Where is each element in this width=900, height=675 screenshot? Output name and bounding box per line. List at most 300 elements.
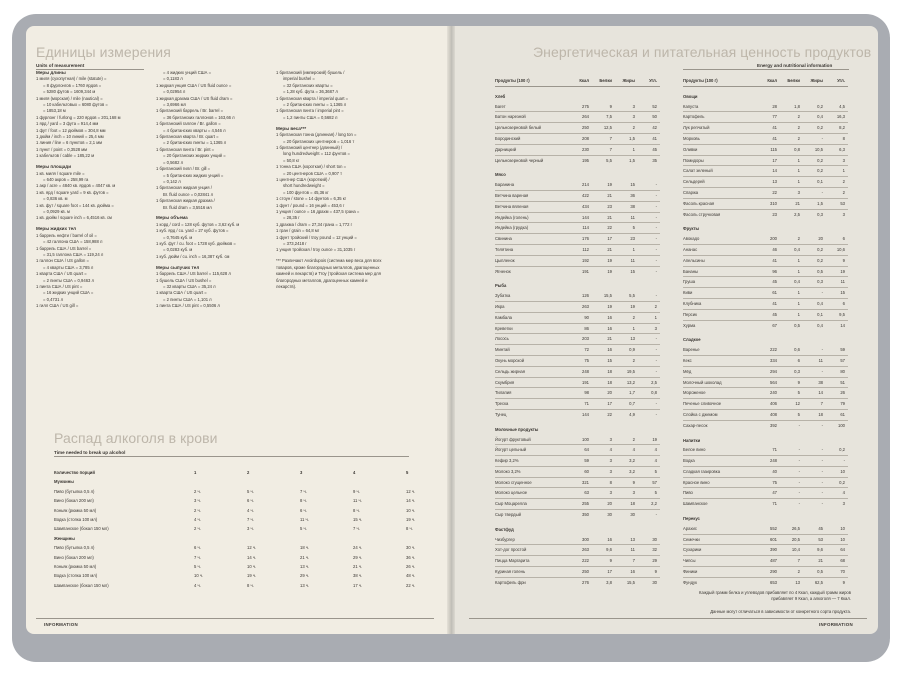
food-name: Молоко сгущенное xyxy=(495,477,569,488)
nutrient-value: 59 xyxy=(569,456,592,467)
food-name: Лосось xyxy=(495,334,569,345)
nutrient-value: 41 xyxy=(757,133,780,144)
nutrient-value: 250 xyxy=(569,123,592,134)
units-line: = 16 жидких унций США = xyxy=(43,290,94,296)
alcohol-subtitle: Time needed to break up alcohol xyxy=(54,450,126,455)
food-row xyxy=(495,212,660,223)
hours-cell: 12 ч. xyxy=(406,488,416,494)
nutrient-value: - xyxy=(638,366,660,377)
nutrient-value: - xyxy=(780,420,803,430)
food-row xyxy=(683,144,848,155)
nutrient-value: - xyxy=(803,187,826,198)
units-line: 1 британская тонна (длинная) / long ton = xyxy=(276,132,357,138)
food-row xyxy=(683,524,848,534)
nutrient-value: 2 xyxy=(780,567,803,578)
food-row xyxy=(495,123,660,134)
food-row xyxy=(495,190,660,201)
nutrient-value: 22 xyxy=(757,187,780,198)
nutrient-value: 1,5 xyxy=(615,155,638,165)
hours-cell: 13 ч. xyxy=(300,582,310,588)
nutrient-value: 3,2 xyxy=(615,466,638,477)
food-name: Красное вино xyxy=(683,477,757,488)
units-line: 1 британский центнер (длинный) / xyxy=(276,144,343,150)
nutrient-value: 1 xyxy=(638,312,660,323)
food-name: Сухарики xyxy=(683,545,757,556)
units-line: 1 британская жидкая драхма / xyxy=(156,198,215,204)
nutrient-value: 46 xyxy=(757,244,780,255)
food-row xyxy=(495,334,660,345)
food-name: Куриная голень xyxy=(495,567,569,578)
food-name: Тилапия xyxy=(495,388,569,399)
nutrient-value: 0,3 xyxy=(803,277,826,288)
units-block xyxy=(156,70,268,211)
units-line: 1 британская кварта / Br. quart = xyxy=(156,134,219,140)
units-line: 1 драхма / dram = 27,34 грана = 1,772 г xyxy=(276,221,353,227)
nutrient-value: 1 xyxy=(615,323,638,334)
hours-cell: 24 ч. xyxy=(353,545,363,551)
nutrition-table-left xyxy=(495,76,660,588)
nutrient-value: 321 xyxy=(569,477,592,488)
food-row xyxy=(495,291,660,301)
nutrient-value: - xyxy=(798,447,800,453)
food-category-label: Напитки xyxy=(683,437,701,443)
food-category-label: Хлеб xyxy=(495,93,506,99)
alcohol-row xyxy=(54,571,426,580)
nutrient-value: 61 xyxy=(757,288,780,299)
food-name: Молоко 3,2% xyxy=(495,466,569,477)
units-line: short hundredweight = xyxy=(283,183,325,189)
units-line: = 1,2 пинты США = 0,5682 л xyxy=(283,114,338,120)
nutrient-value: 0,2 xyxy=(817,103,823,109)
nutrient-value: 4 xyxy=(615,445,638,456)
food-row xyxy=(683,466,848,477)
nutrient-value: 1 xyxy=(780,298,803,309)
nutrient-value: 390 xyxy=(757,545,780,556)
nutrient-value: 70 xyxy=(826,567,848,578)
nutrient-value: 10,4 xyxy=(780,545,803,556)
nutrition-header-cell: Угл. xyxy=(638,76,660,86)
nutrient-value: 8 xyxy=(826,133,848,144)
nutrient-value: 38 xyxy=(615,201,638,212)
nutrient-value: 5 xyxy=(615,223,638,234)
food-row xyxy=(495,366,660,377)
units-line: = 50,8 кг xyxy=(283,157,300,163)
nutrient-value: - xyxy=(803,420,826,430)
food-row xyxy=(495,323,660,334)
nutrient-value: 422 xyxy=(569,190,592,201)
hours-cell: 4 ч. xyxy=(194,582,201,588)
food-row xyxy=(495,144,660,155)
food-name: Лук репчатый xyxy=(683,123,757,134)
units-line: = 0,7645 куб. м xyxy=(163,234,193,240)
nutrient-value: - xyxy=(803,456,826,467)
food-row xyxy=(495,345,660,356)
nutrient-value: 9 xyxy=(780,377,803,388)
nutrient-value: 19 xyxy=(592,255,615,266)
food-category-label: Фрукты xyxy=(683,226,700,232)
nutrient-value: 10 xyxy=(826,534,848,545)
drink-name: Коньяк (рюмка 50 мл) xyxy=(54,564,97,570)
nutrient-value: 11 xyxy=(826,277,848,288)
food-name: Фасоль красная xyxy=(683,198,757,209)
nutrient-value: 100 xyxy=(826,420,848,430)
units-line: = 31,5 галлона США = 119,24 л xyxy=(43,251,104,257)
food-name: Салат зеленый xyxy=(683,166,757,177)
food-row xyxy=(683,277,848,288)
food-name: Индейка (голень) xyxy=(495,212,569,223)
nutrient-value: 250 xyxy=(569,567,592,578)
food-row xyxy=(495,510,660,520)
nutrient-value: 45 xyxy=(818,525,823,531)
units-line: 1 корд / cord = 128 куб. футов = 3,62 куб. м xyxy=(156,221,240,227)
food-name: Варенье xyxy=(683,347,700,353)
nutrient-value: 0,5 xyxy=(803,567,826,578)
food-name: Семечки xyxy=(683,534,757,545)
nutrient-value: 1 xyxy=(615,244,638,255)
nutrient-value: 11 xyxy=(803,355,826,366)
nutrient-value: 0,8 xyxy=(780,144,803,155)
nutrient-value: 3 xyxy=(615,488,638,499)
nutrient-value: 53 xyxy=(803,534,826,545)
nutrient-value: 15,5 xyxy=(603,293,612,299)
units-line: = 0,5682 л xyxy=(163,159,184,165)
food-name: Мороженое xyxy=(683,388,757,399)
food-row xyxy=(495,155,660,165)
food-name: Икра xyxy=(495,301,569,312)
units-line: 1 бушель США / US bushel = xyxy=(156,277,212,283)
nutrient-value: - xyxy=(803,288,826,299)
nutrient-value: 0,6 xyxy=(794,347,800,353)
nutrient-value: 52 xyxy=(652,103,657,109)
food-category-row xyxy=(683,92,848,102)
alcohol-row xyxy=(54,506,426,515)
food-row xyxy=(683,345,848,355)
nutrient-value: - xyxy=(803,466,826,477)
nutrient-value: 564 xyxy=(757,377,780,388)
nutrient-value: 263 xyxy=(569,545,592,556)
units-line: 1 кв. дюйм / square inch = 6,4516 кв. см xyxy=(36,215,112,221)
food-name: Камбала xyxy=(495,312,569,323)
units-line: 1 британская пинта / Br. pint = xyxy=(156,146,215,152)
food-name: Спаржа xyxy=(683,187,757,198)
units-block xyxy=(36,70,148,160)
units-block xyxy=(156,265,268,310)
nutrient-value: 7 xyxy=(592,144,615,155)
nutrient-value: 64 xyxy=(826,545,848,556)
units-line: 1 британский галлон / Br. gallon = xyxy=(156,121,221,127)
nutrition-header-cell: Белки xyxy=(592,76,615,86)
nutrient-value: - xyxy=(638,355,660,366)
book-spine xyxy=(447,26,455,634)
nutrient-value: 3 xyxy=(592,466,615,477)
alcohol-header-cell: 1 xyxy=(194,470,197,475)
food-row xyxy=(495,435,660,445)
nutrient-value: 2,5 xyxy=(780,209,803,219)
food-row xyxy=(683,133,848,144)
nutrient-value: 3 xyxy=(632,103,635,109)
drink-name: Водка (стопка 100 мл) xyxy=(54,517,98,523)
nutrient-value: 3 xyxy=(826,209,848,219)
food-row xyxy=(683,187,848,198)
nutrient-value: 51 xyxy=(826,377,848,388)
nutrient-value: 60 xyxy=(569,466,592,477)
units-line: 1 кварта США / US quart = xyxy=(156,290,207,296)
hours-cell: 21 ч. xyxy=(353,564,363,570)
hours-cell: 18 ч. xyxy=(300,545,310,551)
food-name: Пицца Маргарита xyxy=(495,556,569,567)
nutrient-value: 30 xyxy=(592,510,615,520)
nutrient-value: 0,1 xyxy=(803,309,826,320)
hours-cell: 9 ч. xyxy=(353,488,360,494)
hours-cell: 7 ч. xyxy=(194,554,201,560)
nutrient-value: 10,5 xyxy=(803,144,826,155)
nutrient-value: 0,4 xyxy=(803,298,826,309)
units-block-heading: Меры жидких тел xyxy=(36,226,77,232)
nutrient-value: 0,8 xyxy=(638,388,660,399)
nutrition-table-right xyxy=(683,76,848,588)
hours-cell: 6 ч. xyxy=(194,545,201,551)
nutrient-value: 38 xyxy=(803,377,826,388)
food-name: Окунь морской xyxy=(495,355,569,366)
units-line: = 0,4731 л xyxy=(43,296,64,302)
units-line: 1 гилл США / US gill = xyxy=(36,303,79,309)
nutrient-value: 21 xyxy=(780,198,803,209)
units-line: 1 стоун / stone = 14 фунтов = 6,35 кг xyxy=(276,196,347,202)
nutrient-value: 22 xyxy=(592,409,615,419)
nutrient-value: 255 xyxy=(569,499,592,510)
food-name: Минтай xyxy=(495,345,569,356)
food-name: Чипсы xyxy=(683,556,757,567)
nutrient-value: 5 xyxy=(780,409,803,420)
hours-cell: 14 ч. xyxy=(406,498,416,504)
units-line: = 20 британских жидких унций = xyxy=(163,153,226,159)
units-column xyxy=(276,70,388,314)
alcohol-section-label: Мужчины xyxy=(54,479,74,485)
nutrient-value: 17 xyxy=(592,234,615,245)
nutrient-value: 6,3 xyxy=(826,144,848,155)
nutrient-value: 3 xyxy=(826,499,848,509)
nutrient-value: 15 xyxy=(615,266,638,276)
nutrient-value: 276 xyxy=(569,577,592,587)
food-row xyxy=(683,545,848,556)
food-name: Баранина xyxy=(495,182,515,188)
food-row xyxy=(683,377,848,388)
nutrient-value: - xyxy=(638,409,660,419)
food-row xyxy=(683,266,848,277)
units-line: 1 миля (морская) / mile (nautical) = xyxy=(36,95,103,101)
nutrient-value: 1,7 xyxy=(615,388,638,399)
hours-cell: 8 ч. xyxy=(247,582,254,588)
food-row xyxy=(495,567,660,578)
nutrient-value: 45 xyxy=(757,277,780,288)
nutrient-value: 15,5 xyxy=(615,577,638,587)
nutrient-value: 144 xyxy=(569,409,592,419)
nutrient-value: 22 xyxy=(592,223,615,234)
food-name: Водка xyxy=(683,456,757,467)
nutrient-value: 26 xyxy=(826,388,848,399)
food-name: Клубника xyxy=(683,298,757,309)
nutrient-value: 19 xyxy=(826,266,848,277)
nutrition-header-cell: Жиры xyxy=(615,76,638,86)
nutrient-value: 11 xyxy=(615,545,638,556)
units-line: 1 дюйм / inch = 10 линий = 25,4 мм xyxy=(36,134,104,140)
alcohol-table xyxy=(54,468,426,590)
hours-cell: 5 ч. xyxy=(247,488,254,494)
nutrition-subtitle: Energy and nutritional information xyxy=(757,63,833,68)
nutrient-value: 23 xyxy=(615,234,638,245)
hours-cell: 13 ч. xyxy=(300,564,310,570)
hours-cell: 8 ч. xyxy=(300,498,307,504)
left-footer-rule xyxy=(36,618,434,619)
units-line: 1 галлон США / US gallon = xyxy=(36,258,89,264)
nutrient-value: 59 xyxy=(840,347,845,353)
nutrient-value: 350 xyxy=(569,510,592,520)
units-line: 1 куб. ярд / cu. yard = 27 куб. футов = xyxy=(156,228,229,234)
food-row xyxy=(495,102,660,112)
units-block xyxy=(276,70,388,121)
nutrient-value: 10,6 xyxy=(826,244,848,255)
food-name: Пиво xyxy=(683,488,757,499)
nutrient-value: 1,8 xyxy=(794,103,800,109)
nutrient-value: 434 xyxy=(569,201,592,212)
food-name: Креветки xyxy=(495,323,569,334)
food-row xyxy=(683,309,848,320)
nutrient-value: 42 xyxy=(638,123,660,134)
hours-cell: 38 ч. xyxy=(353,573,363,579)
nutrient-value: 248 xyxy=(757,456,780,467)
nutrient-value: - xyxy=(638,244,660,255)
nutrient-value: 20 xyxy=(592,388,615,399)
food-category-label: Перекус xyxy=(683,516,700,522)
hours-cell: 6 ч. xyxy=(300,507,307,513)
food-name: Слойка с джемом xyxy=(683,409,757,420)
units-line: 1 кв. миля / square mile = xyxy=(36,170,85,176)
nutrient-value: 71 xyxy=(772,447,777,453)
food-name: Цельнозерновой белый xyxy=(495,123,569,134)
nutrient-value: 4,5 xyxy=(839,103,845,109)
nutrient-value: 0,4 xyxy=(803,320,826,330)
nutrient-value: 19 xyxy=(592,301,615,312)
food-category-row xyxy=(683,224,848,234)
units-line: 1 жидкая драхма США / US fluid dram = xyxy=(156,95,233,101)
nutrient-value: 57 xyxy=(638,477,660,488)
variance-note: Данные могут отличаться в зависимости от конкретного сорта продукта. xyxy=(710,609,851,614)
nutrient-value: 11 xyxy=(615,255,638,266)
food-name: Кекс xyxy=(683,355,757,366)
nutrient-value: 0,2 xyxy=(803,155,826,166)
nutrient-value: 0,3 xyxy=(780,366,803,377)
alcohol-title: Распад алкоголя в крови xyxy=(54,430,218,446)
nutrient-value: - xyxy=(780,456,803,467)
nutrient-value: 10 xyxy=(826,466,848,477)
hours-cell: 29 ч. xyxy=(353,554,363,560)
units-line: = 3,6966 мл xyxy=(163,102,186,108)
hours-cell: 2 ч. xyxy=(194,526,201,532)
nutrient-value: 144 xyxy=(569,212,592,223)
food-row xyxy=(495,112,660,123)
food-name: Цельнозерновой черный xyxy=(495,155,569,165)
drink-name: Вино (бокал 200 мл) xyxy=(54,498,94,504)
nutrient-value: 1 xyxy=(780,266,803,277)
nutrient-value: 1 xyxy=(780,177,803,188)
nutrition-title: Энергетическая и питательная ценность продуктов xyxy=(533,44,872,60)
weight-systems-note: *** Различают Avoirdupois (система мер веса для всех товаров, кроме благородных металлов, драгоценных камней и лекарств) и Troy (тройская система мер для благородных металлов, драгоценных камней и лекарств). xyxy=(276,258,382,289)
food-name: Телятина xyxy=(495,244,569,255)
nutrition-header-cell: Белки xyxy=(780,76,803,86)
nutrient-value: 0,2 xyxy=(803,255,826,266)
nutrient-value: 14 xyxy=(826,320,848,330)
nutrient-value: 13,2 xyxy=(615,377,638,388)
nutrient-value: 77 xyxy=(757,112,780,123)
units-line: 1 британский (имперский) бушель / xyxy=(276,70,345,75)
alcohol-row xyxy=(54,496,426,505)
drink-name: Коньяк (рюмка 50 мл) xyxy=(54,507,97,513)
units-line: = 32 кварты США = 35,24 л xyxy=(163,284,216,289)
nutrient-value: 290 xyxy=(757,567,780,578)
nutrient-value: 3,2 xyxy=(615,456,638,467)
nutrient-value: 12 xyxy=(780,399,803,410)
units-line: 1 куб. дюйм / cu. inch = 16,387 куб. см xyxy=(156,253,230,259)
hours-cell: 4 ч. xyxy=(194,517,201,523)
food-name: Сахар-песок xyxy=(683,420,757,430)
nutrient-value: - xyxy=(638,399,660,410)
food-row xyxy=(683,177,848,188)
left-footer-label: INFORMATION xyxy=(44,622,78,627)
hours-cell: 11 ч. xyxy=(353,498,362,504)
nutrient-value: 53 xyxy=(826,198,848,209)
nutrient-value: 21 xyxy=(592,212,615,223)
food-name: Сыр Моцарелла xyxy=(495,499,569,510)
food-name: Апельсины xyxy=(683,255,757,266)
nutrient-value: - xyxy=(780,477,803,488)
food-name: Сладкая газировка xyxy=(683,466,757,477)
units-line: = 28,35 г xyxy=(283,215,300,221)
units-line: 1 кварта США / US quart = xyxy=(36,271,87,277)
nutrient-value: 7,5 xyxy=(592,112,615,123)
nutrient-value: 275 xyxy=(582,103,589,109)
nutrient-value: 40 xyxy=(757,466,780,477)
units-block-heading: Меры площади xyxy=(36,164,72,170)
nutrient-value: 7 xyxy=(803,399,826,410)
nutrient-value: 191 xyxy=(569,377,592,388)
food-category-row xyxy=(683,514,848,524)
units-title: Единицы измерения xyxy=(36,44,171,60)
food-category-row xyxy=(495,425,660,435)
nutrient-value: 0,9 xyxy=(615,345,638,356)
nutrient-value: 15 xyxy=(826,288,848,299)
units-line: 1 британская жидкая унция / xyxy=(156,185,212,191)
nutrient-value: 1 xyxy=(780,255,803,266)
food-row xyxy=(683,355,848,366)
food-row xyxy=(683,456,848,467)
hours-cell: 30 ч. xyxy=(406,545,416,551)
food-row xyxy=(495,577,660,587)
units-line: long hundredweight = 112 фунтов = xyxy=(283,151,351,157)
nutrient-value: 3 xyxy=(615,112,638,123)
nutrient-value: 7 xyxy=(615,556,638,567)
hours-cell: 36 ч. xyxy=(406,554,416,560)
nutrient-value: 96 xyxy=(757,266,780,277)
nutrient-value: 263 xyxy=(569,301,592,312)
nutrient-value: - xyxy=(655,293,657,299)
units-block-heading: Меры объема xyxy=(156,215,188,221)
units-line: 1 жидкая унция США / US fluid ounce = xyxy=(156,82,232,88)
nutrient-value: 13 xyxy=(630,536,635,542)
nutrient-value: 2 xyxy=(638,301,660,312)
units-line: = 4 кварты США = 3,785 л xyxy=(43,264,94,270)
nutrient-value: 0,2 xyxy=(839,447,845,453)
hours-cell: 17 ч. xyxy=(353,582,363,588)
